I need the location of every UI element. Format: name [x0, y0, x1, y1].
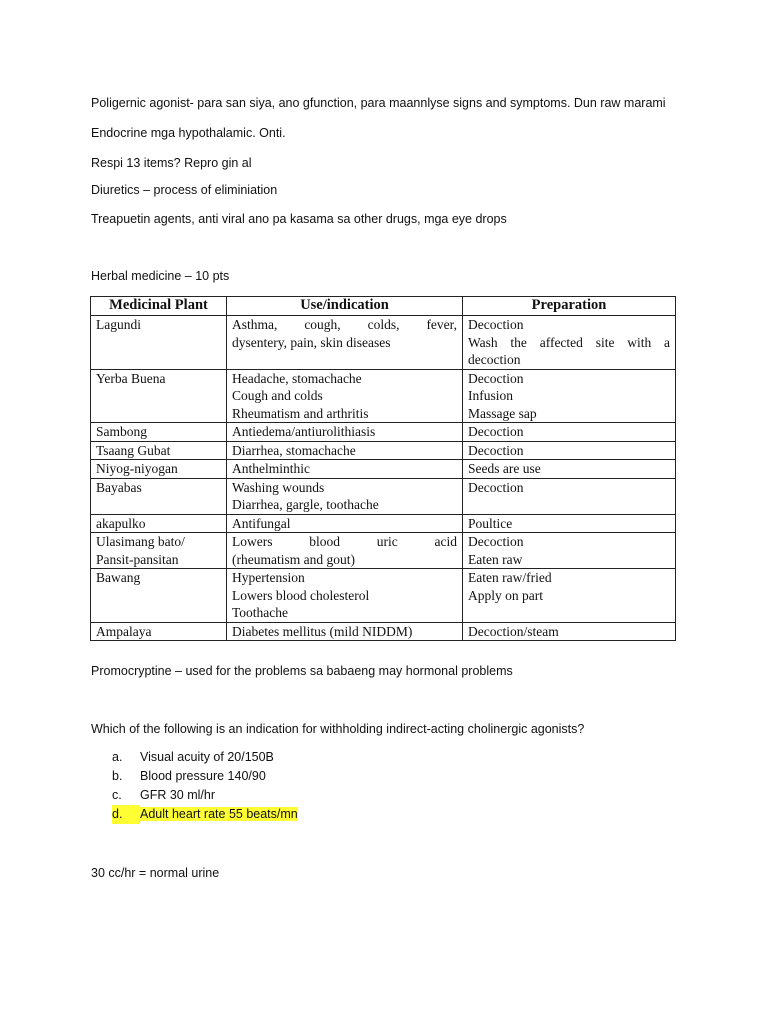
- table-row: [91, 569, 676, 623]
- cell-text-line: Ampalaya: [96, 623, 152, 639]
- table-row: [91, 622, 676, 641]
- use-indication-cell: [227, 478, 463, 514]
- preparation-cell: [463, 441, 676, 460]
- answer-option-d-highlighted: [112, 805, 298, 824]
- cell-text-line: Hypertension: [232, 570, 305, 585]
- cell-text-line: Decoction: [468, 370, 524, 386]
- preparation-cell: [463, 369, 676, 423]
- option-letter: d.: [112, 805, 140, 824]
- cell-text-line: Diarrhea, gargle, toothache: [232, 497, 379, 512]
- promocryptine-note: Promocryptine – used for the problems sa babaeng may hormonal problems: [91, 664, 513, 678]
- cell-text-line: (rheumatism and gout): [232, 551, 355, 567]
- plant-cell: [91, 622, 227, 641]
- cell-text-line: Tsaang Gubat: [96, 442, 171, 458]
- use-indication-cell: [227, 569, 463, 623]
- cell-text-line: Infusion: [468, 388, 513, 403]
- preparation-cell: [463, 569, 676, 623]
- cell-text-line: Decoction: [468, 534, 524, 549]
- table-body: [91, 316, 676, 641]
- use-indication-cell: [227, 460, 463, 479]
- use-indication-cell: [227, 441, 463, 460]
- preparation-cell: [463, 622, 676, 641]
- urine-note: 30 cc/hr = normal urine: [91, 866, 220, 880]
- question-text: Which of the following is an indication for withholding indirect-acting cholinergic agonists?: [91, 722, 585, 736]
- table-row: [91, 478, 676, 514]
- cell-text-line: Pansit-pansitan: [96, 551, 179, 567]
- option-letter: b.: [112, 769, 123, 783]
- plant-cell: [91, 514, 227, 533]
- preparation-cell: [463, 423, 676, 442]
- cell-text-line: Lowers blood cholesterol: [232, 587, 370, 603]
- option-letter: c.: [112, 788, 122, 802]
- use-indication-cell: [227, 514, 463, 533]
- cell-text-line: Massage sap: [468, 405, 537, 421]
- cell-text-line: akapulko: [96, 515, 146, 531]
- note-line-1: Poligernic agonist- para san siya, ano gfunction, para maannlyse signs and symptoms. Dun raw marami: [91, 96, 666, 110]
- option-text: Visual acuity of 20/150B: [140, 750, 274, 764]
- cell-text-line: Rheumatism and arthritis: [232, 405, 369, 421]
- option-text: Blood pressure 140/90: [140, 769, 266, 783]
- cell-text-line: Bawang: [96, 570, 141, 585]
- cell-text-line: Niyog-niyogan: [96, 461, 178, 476]
- cell-text-line: Apply on part: [468, 587, 543, 603]
- header-medicinal-plant: Medicinal Plant: [91, 297, 227, 316]
- table-row: [91, 533, 676, 569]
- note-line-2: Endocrine mga hypothalamic. Onti.: [91, 126, 286, 140]
- note-line-3: Respi 13 items? Repro gin al: [91, 156, 252, 170]
- use-indication-cell: [227, 423, 463, 442]
- use-indication-cell: [227, 369, 463, 423]
- use-indication-cell: [227, 622, 463, 641]
- answer-options: [112, 748, 298, 824]
- cell-text-line: Decoction/steam: [468, 623, 559, 639]
- preparation-cell: [463, 316, 676, 370]
- plant-cell: [91, 316, 227, 370]
- cell-text-line: Asthma, cough, colds, fever,: [232, 317, 457, 332]
- table-row: [91, 441, 676, 460]
- herbal-medicine-table: [90, 296, 676, 641]
- header-preparation: Preparation: [463, 297, 676, 316]
- cell-text-line: Antiedema/antiurolithiasis: [232, 424, 376, 439]
- cell-text-line: Decoction: [468, 317, 524, 332]
- cell-text-line: Eaten raw/fried: [468, 570, 552, 585]
- plant-cell: [91, 569, 227, 623]
- plant-cell: [91, 423, 227, 442]
- cell-text-line: Seeds are use: [468, 461, 541, 476]
- cell-text-line: decoction: [468, 352, 521, 367]
- cell-text-line: Yerba Buena: [96, 370, 166, 386]
- herbal-heading: Herbal medicine – 10 pts: [91, 269, 230, 283]
- preparation-cell: [463, 533, 676, 569]
- cell-text-line: Headache, stomachache: [232, 370, 362, 386]
- cell-text-line: Anthelminthic: [232, 461, 310, 476]
- cell-text-line: Toothache: [232, 605, 289, 620]
- note-line-4: Diuretics – process of eliminiation: [91, 183, 278, 197]
- plant-cell: [91, 369, 227, 423]
- cell-text-line: Washing wounds: [232, 479, 325, 495]
- cell-text-line: Sambong: [96, 424, 148, 439]
- plant-cell: [91, 460, 227, 479]
- table-row: [91, 369, 676, 423]
- preparation-cell: [463, 478, 676, 514]
- cell-text-line: Eaten raw: [468, 551, 523, 567]
- cell-text-line: Diarrhea, stomachache: [232, 442, 356, 458]
- cell-text-line: Lowers blood uric acid: [232, 534, 457, 549]
- preparation-cell: [463, 460, 676, 479]
- plant-cell: [91, 533, 227, 569]
- plant-cell: [91, 478, 227, 514]
- preparation-cell: [463, 514, 676, 533]
- table-row: [91, 460, 676, 479]
- option-letter: a.: [112, 750, 123, 764]
- cell-text-line: Decoction: [468, 479, 524, 495]
- cell-text-line: Poultice: [468, 515, 513, 531]
- use-indication-cell: [227, 316, 463, 370]
- cell-text-line: dysentery, pain, skin diseases: [232, 334, 391, 350]
- cell-text-line: Lagundi: [96, 317, 141, 332]
- option-text: Adult heart rate 55 beats/mn: [140, 807, 298, 821]
- cell-text-line: Ulasimang bato/: [96, 534, 185, 549]
- note-line-5: Treapuetin agents, anti viral ano pa kasama sa other drugs, mga eye drops: [91, 212, 507, 226]
- table-row: [91, 514, 676, 533]
- option-text: GFR 30 ml/hr: [140, 788, 216, 802]
- table-row: [91, 423, 676, 442]
- cell-text-line: Bayabas: [96, 479, 142, 495]
- use-indication-cell: [227, 533, 463, 569]
- cell-text-line: Antifungal: [232, 515, 291, 531]
- plant-cell: [91, 441, 227, 460]
- cell-text-line: Cough and colds: [232, 388, 323, 403]
- cell-text-line: Wash the affected site with a: [468, 334, 670, 350]
- answer-option-c: [112, 786, 298, 805]
- table-row: [91, 316, 676, 370]
- header-use-indication: Use/indication: [227, 297, 463, 316]
- cell-text-line: Decoction: [468, 424, 524, 439]
- answer-option-b: [112, 767, 298, 786]
- table-header-row: [91, 297, 676, 316]
- answer-option-a: [112, 748, 298, 767]
- cell-text-line: Decoction: [468, 442, 524, 458]
- cell-text-line: Diabetes mellitus (mild NIDDM): [232, 623, 413, 639]
